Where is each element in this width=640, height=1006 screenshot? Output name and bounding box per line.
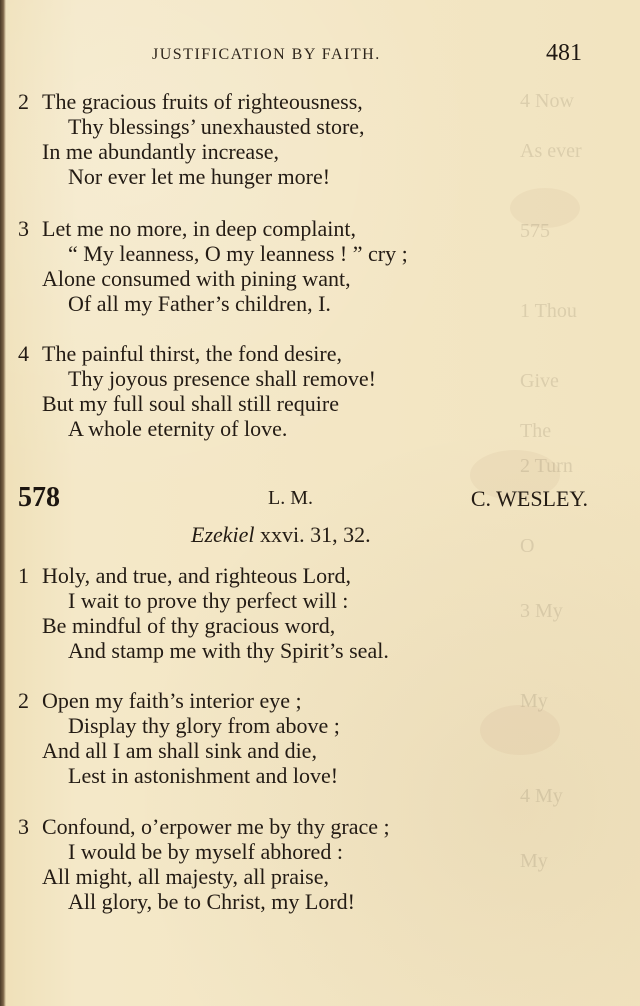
stanza-number: 1 (18, 563, 29, 588)
stanza (18, 341, 608, 441)
stanza-line (18, 366, 608, 391)
stanza-line (18, 164, 608, 189)
page-number: 481 (546, 40, 582, 66)
stanza-line-text: Open my faith’s interior eye ; (42, 688, 302, 713)
hymn-heading (18, 482, 588, 516)
bleed-through-text: 4 Now (520, 90, 574, 112)
stanza-line (18, 114, 608, 139)
stanza-line-text: The painful thirst, the fond desire, (42, 341, 342, 366)
bleed-through-text: 1 Thou (520, 300, 577, 322)
stanza-line (18, 416, 608, 441)
stanza-line-text: All glory, be to Christ, my Lord! (68, 889, 355, 914)
stanza-line-text: Be mindful of thy gracious word, (42, 613, 336, 638)
stanza-line-text: Holy, and true, and righteous Lord, (42, 563, 351, 588)
page-spine-shadow (0, 0, 6, 1006)
stanza-line-text: I wait to prove thy perfect will : (68, 588, 349, 613)
stanza-line-text: Nor ever let me hunger more! (68, 164, 331, 189)
stanza-line (18, 241, 608, 266)
stanza-line-text: A whole eternity of love. (68, 416, 288, 441)
stanza-number: 3 (18, 814, 29, 839)
scripture-reference (191, 522, 371, 548)
bleed-through-text: O (520, 535, 535, 557)
stanza-line-text: In me abundantly increase, (42, 139, 280, 164)
bleed-through-text: As ever (520, 140, 582, 162)
stanza-line (18, 763, 608, 788)
stanza (18, 814, 608, 914)
bleed-through-text: My (520, 850, 548, 872)
hymn-number: 578 (18, 482, 60, 513)
stanza-line-text: All might, all majesty, all praise, (42, 864, 329, 889)
scripture-chapter-verse: xxvi. 31, 32. (260, 522, 371, 547)
scripture-book: Ezekiel (191, 522, 255, 547)
hymn-author: C. WESLEY. (470, 486, 588, 511)
stanza-line-text: The gracious fruits of righteousness, (42, 89, 363, 114)
stanza-line-text: Thy joyous presence shall remove! (68, 366, 376, 391)
stanza-line (18, 291, 608, 316)
stanza (18, 216, 608, 316)
bleed-through-text: 2 Turn (520, 455, 573, 477)
stanza-line (18, 139, 608, 164)
stanza-line-text: I would be by myself abhored : (68, 839, 343, 864)
hymn-meter: L. M. (268, 487, 313, 509)
bleed-through-text: Give (520, 370, 559, 392)
stanza-number: 4 (18, 341, 29, 366)
stanza-line (18, 613, 608, 638)
bleed-through-text: My (520, 690, 548, 712)
stanza-line-text: Of all my Father’s children, I. (68, 291, 331, 316)
stanza-number: 3 (18, 216, 29, 241)
bleed-through-text: 4 My (520, 785, 563, 807)
stanza (18, 688, 608, 788)
stanza-line-text: But my full soul shall still require (42, 391, 339, 416)
stanza-number: 2 (18, 89, 29, 114)
bleed-through-text: 575 (520, 220, 550, 242)
stanza-number: 2 (18, 688, 29, 713)
stanza-line (18, 89, 608, 114)
stanza-line-text: Alone consumed with pining want, (42, 266, 351, 291)
stanza-line (18, 688, 608, 713)
stanza-line (18, 889, 608, 914)
stanza-line-text: And all I am shall sink and die, (42, 738, 317, 763)
stanza-line (18, 814, 608, 839)
bleed-through-text: 3 My (520, 600, 563, 622)
stanza-line (18, 563, 608, 588)
stanza-line (18, 864, 608, 889)
stanza-line (18, 588, 608, 613)
stanza-line-text: Display thy glory from above ; (68, 713, 340, 738)
stanza-line-text: Let me no more, in deep complaint, (42, 216, 357, 241)
stanza-line (18, 713, 608, 738)
stanza-line-text: Lest in astonishment and love! (68, 763, 339, 788)
stanza-line-text: Thy blessings’ unexhausted store, (68, 114, 365, 139)
stanza-line-text: “ My leanness, O my leanness ! ” cry ; (68, 241, 408, 266)
bleed-through-text: The (520, 420, 552, 442)
stanza-line (18, 341, 608, 366)
stanza-line (18, 638, 608, 663)
stanza-line (18, 216, 608, 241)
page-header (152, 42, 582, 72)
stanza-line-text: And stamp me with thy Spirit’s seal. (68, 638, 389, 663)
stanza-line (18, 391, 608, 416)
stanza-line (18, 839, 608, 864)
running-head: JUSTIFICATION BY FAITH. (152, 46, 381, 63)
stanza (18, 89, 608, 189)
stanza-line-text: Confound, o’erpower me by thy grace ; (42, 814, 390, 839)
stanza-line (18, 738, 608, 763)
stanza (18, 563, 608, 663)
stanza-line (18, 266, 608, 291)
